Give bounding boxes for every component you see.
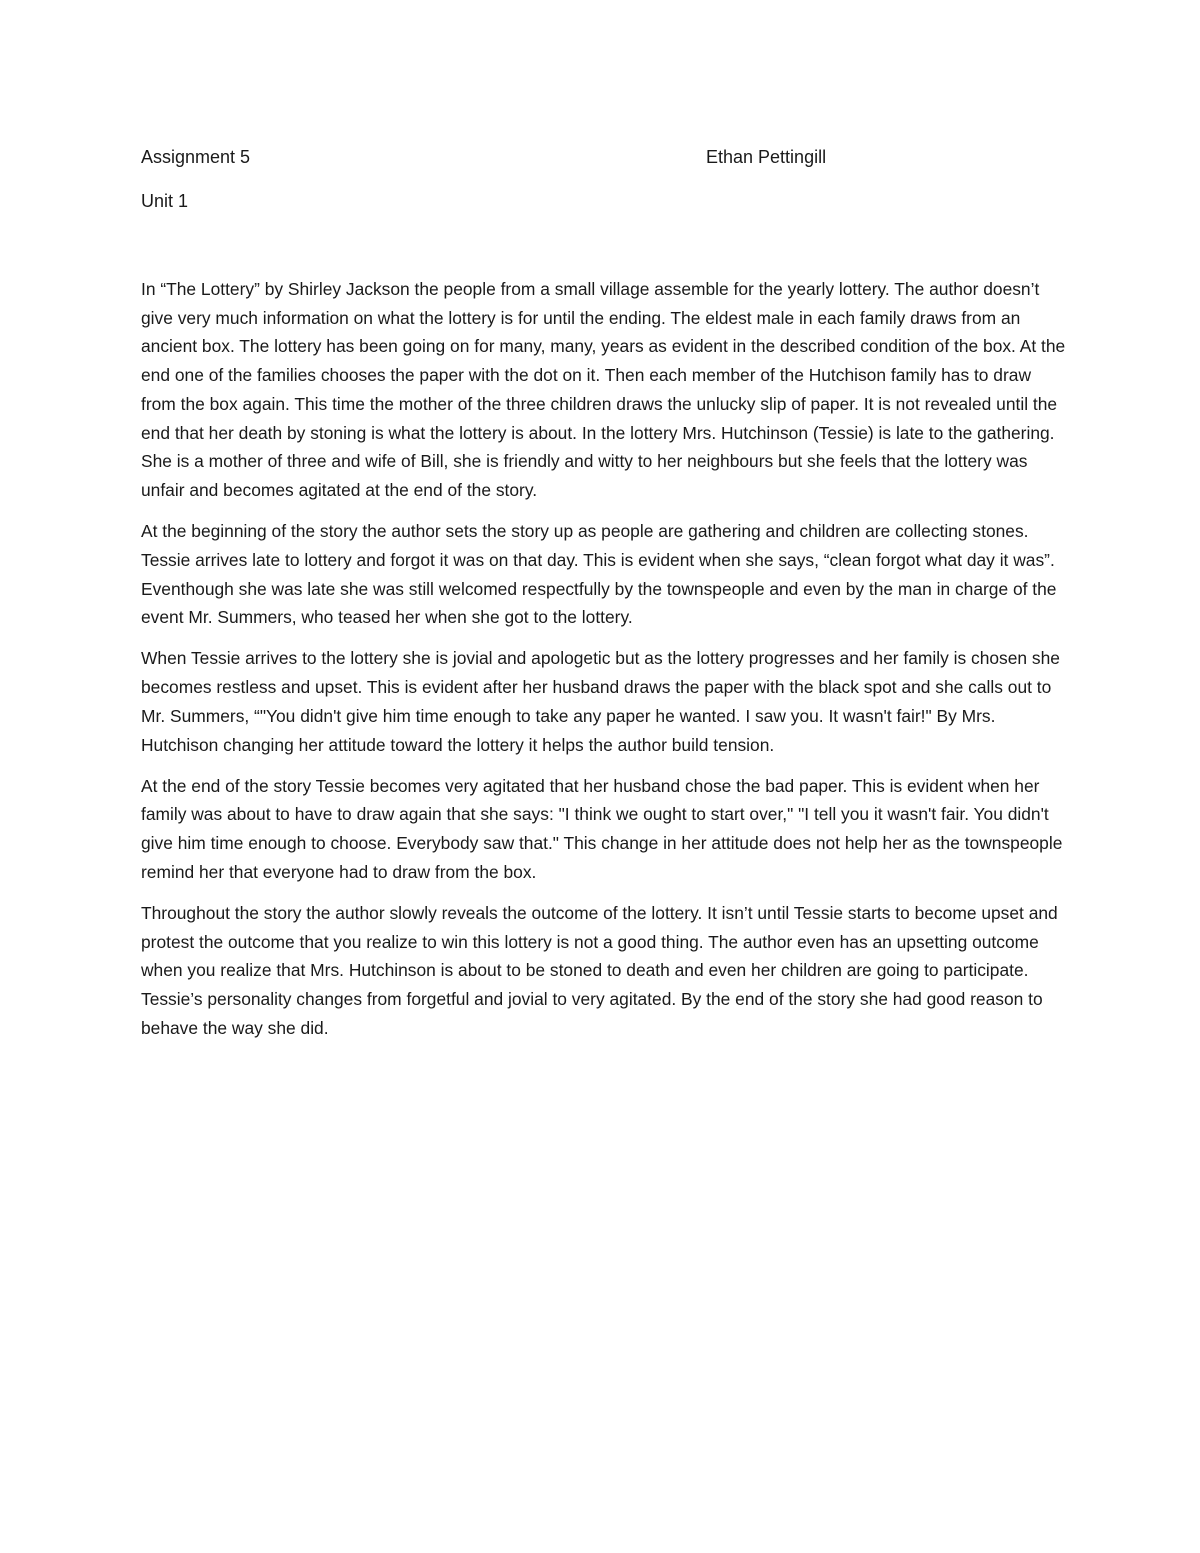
author-name: Ethan Pettingill bbox=[706, 147, 827, 167]
essay-body bbox=[141, 275, 1066, 1055]
assignment-title: Assignment 5 bbox=[141, 147, 251, 167]
paragraph-2: At the beginning of the story the author sets the story up as people are gathering and children are collecting stones. Tessie arrives late to lottery and forgot it was on that day. This is evident when she says, “clean forgot what day it was”. Eventhough she was late she was still welcomed respectfully by the townspeople and even by the man in charge of the event Mr. Summers, who teased her when she got to the lottery. bbox=[141, 521, 1057, 628]
paragraph-3: When Tessie arrives to the lottery she is jovial and apologetic but as the lottery progresses and her family is chosen she becomes restless and upset. This is evident after her husband draws the paper with the black spot and she calls out to Mr. Summers, “"You didn't give him time enough to take any paper he wanted. I saw you. It wasn't fair!" By Mrs. Hutchison changing her attitude toward the lottery it helps the author build tension. bbox=[141, 648, 1060, 755]
unit-label: Unit 1 bbox=[141, 191, 189, 211]
document-header bbox=[141, 143, 1061, 171]
paragraph-4: At the end of the story Tessie becomes very agitated that her husband chose the bad paper. This is evident when her family was about to have to draw again that she says: "I think we ought to start over," "I tell you it wasn't fair. You didn't give him time enough to choose. Everybody saw that." This change in her attitude does not help her as the townspeople remind her that everyone had to draw from the box. bbox=[141, 775, 1063, 882]
paragraph-1: In “The Lottery” by Shirley Jackson the people from a small village assemble for the yearly lottery. The author doesn’t give very much information on what the lottery is for until the ending. The eldest male in each family draws from an ancient box. The lottery has been going on for many, many, years as evident in the described condition of the box. At the end one of the families chooses the paper with the dot on it. Then each member of the Hutchison family has to draw from the box again. This time the mother of the three children draws the unlucky slip of paper. It is not revealed until the end that her death by stoning is what the lottery is about. In the lottery Mrs. Hutchinson (Tessie) is late to the gathering. She is a mother of three and wife of Bill, she is friendly and witty to her neighbours but she feels that the lottery was unfair and becomes agitated at the end of the story. bbox=[141, 279, 1066, 500]
paragraph-5: Throughout the story the author slowly reveals the outcome of the lottery. It isn’t until Tessie starts to become upset and protest the outcome that you realize to win this lottery is not a good thing. The author even has an upsetting outcome when you realize that Mrs. Hutchinson is about to be stoned to death and even her children are going to participate. Tessie’s personality changes from forgetful and jovial to very agitated. By the end of the story she had good reason to behave the way she did. bbox=[141, 903, 1058, 1038]
